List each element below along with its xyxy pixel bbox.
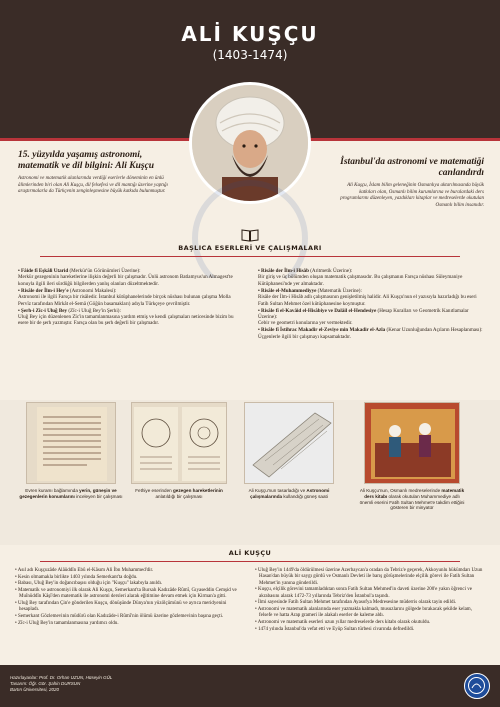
caption-sundial: Ali Kuşçu'nun tasarladığı ve Astronomi çalışmalarında kullandığı güneş saati bbox=[248, 488, 330, 499]
work-item: • Risâle el-Muhammediyye (Matematik Üzerine): Risâle der İlm-i Hisâb adlı çalışmasının genişletilmiş halidir. Ali Kuşçu'nun el yazısıyla hazırladığı bu eseri Fatih Sultan Mehmet özel kütüphanesine koymuştur. bbox=[258, 287, 477, 307]
biography-item: • Matematik ve astronomiyi ilk olarak Ali Kuşçu, Semerkant'ta Bursalı Kadızâde Rûmî, Gıyaseddin Cemşid ve Muînüddîn Kâşî'den matematik ile astronomi dersleri alarak eğitimine devam etmek için Kirman'a gitti. bbox=[15, 588, 237, 600]
biography-item: • Babası, Uluğ Bey'in doğancıbaşısı olduğu için "Kuşçu" lakabıyla anıldı. bbox=[15, 581, 163, 587]
sundial-image bbox=[244, 402, 334, 484]
left-intro-body: Astronomi ve matematik alanlarında verdiği eserlerle döneminin en ünlü âlimlerinden biri olan Ali Kuşçu, dil felsefesi ve dil mantığı üzerine yaptığı araştırmalarla da Türkçenin zenginleşmesine büyük katkıda bulunmuştur. bbox=[18, 176, 168, 194]
book-icon bbox=[241, 228, 259, 242]
header-banner bbox=[0, 0, 500, 82]
biography-right-column bbox=[254, 568, 486, 633]
caption-miniature: Ali Kuşçu'nun, Osmanlı medreselerinde matematik ders kitabı olarak okutulan Muhammediye adlı önemli eserini Fatih Sultan Mehmet'e takdim ettiğini gösteren bir minyatür bbox=[359, 488, 465, 511]
right-intro-title: İstanbul'da astronomi ve matematiği canlandırdı bbox=[340, 157, 484, 178]
work-item: • Şerh-i Zîc-i Uluğ Bey (Zîc-i Uluğ Bey'in Şerhi): Uluğ Bey için düzenlenen Zîc'in tamamlanmasına yardım etmiş ve kendi çalışmaları neticesinde bizim bu esere bir de şerh yazmıştır. Farsça olan bu şerh değerli bir çalışmadır. bbox=[18, 307, 234, 327]
biography-item: • Uluğ Bey tarafından Çin'e gönderilen Kuşçu, dönüşünde Dünya'nın yüzölçümünü ve ayrıca meridyenini hesapladı. bbox=[15, 601, 227, 613]
caption-cosmology: Evren kuramı bağlamında yerin, güneşin ve gezegenlerin konumlarını inceleyen bir çalışması bbox=[19, 488, 123, 499]
biography-item: • 1474 yılında İstanbul'da vefat etti ve Eyüp Sultan türbesi civarında defnedildi. bbox=[255, 626, 415, 632]
works-heading: BAŞLICA ESERLERİ VE ÇALIŞMALARI bbox=[178, 244, 322, 252]
university-logo-icon bbox=[464, 673, 490, 699]
page-subtitle-years: (1403-1474) bbox=[212, 48, 288, 62]
credit-design: Tasarım: Öğr. Gör. Şahin DURSUN bbox=[10, 681, 81, 686]
credit-authors: Hazırlayanlar: Prof. Dr. Orhan UZUN, Hüseyin GÜL bbox=[10, 675, 113, 680]
biography-divider bbox=[40, 561, 460, 562]
biography-item: • Semerkant Gözlemevinin müdürü olan Kadızâde-i Rûmî'nin ölümü üzerine gözlemevinin başına geçti. bbox=[15, 614, 224, 620]
biography-item: • Uluğ Bey'in 1449'da öldürülmesi üzerine Azerbaycan'a oradan da Tebriz'e geçerek, Akkoyunlu hükümdarı Uzun Hasan'dan büyük bir saygı gördü ve Osmanlı Devleti ile barış görüşmelerinde elçilik görevi ile Fatih Sultan Mehmet'in yanına gönderildi. bbox=[255, 568, 483, 586]
works-divider bbox=[40, 256, 460, 257]
right-intro-body: Ali Kuşçu, İslam bilim geleneğinin Osmanlıya aktarılmasında büyük katkıları olan, Osmanlı bilim kurumlarına ve buralardaki ders programlarını düzenleyen, yazdıkları kitaplar ve medreselerde okutulan Osmanlı bilim insanıdır. bbox=[340, 183, 484, 208]
credit-institution: Bartın Üniversitesi, 2020 bbox=[10, 687, 60, 692]
biography-item: • Astronomi ve matematik eserleri uzun yıllar medreselerde ders kitabı olarak okutuldu. bbox=[255, 619, 431, 625]
manuscript-cosmology-image bbox=[26, 402, 116, 484]
caption-planets: Fethiye eserinden gezegen hareketlerinin anlatıldığı bir çalışması bbox=[135, 488, 223, 499]
biography-item: • Kesin olmamakla birlikte 1403 yılında Semerkant'ta doğdu. bbox=[15, 574, 138, 580]
biography-item: • İlmi sayesinde Fatih Sultan Mehmet tarafından Ayasofya Medresesine müderris olarak tayin edildi. bbox=[255, 600, 457, 606]
works-right-column bbox=[258, 268, 484, 341]
work-item: • Risâle fî İstihrac Makadir el-Zeviye min Makadir el-Azla (Kenar Uzunluğundan Açıların Hesaplanması): Üçgenlerle ilgili bir çalışmayı kapsamaktadır. bbox=[258, 327, 483, 340]
work-item: • Risâle der İlm-i Hey'e (Astronomi Makalesi): Astronomi ile ilgili Farsça bir risâledir. İstanbul kütüphanelerinde birçok nüshası bulunan çalışma Molla Pervîz tarafından Mirkât el-Semâ (Göğün basamakları) adıyla Türkçeye çevrilmiştir. bbox=[18, 287, 231, 307]
miniature-painting-image bbox=[364, 402, 460, 484]
work-item: • Risâle fî el-Kavâid el-Hisâbiye ve Dalâil el-Hendesiye (Hesap Kuralları ve Geometrik Kanıtlamalar Üzerine): Cebir ve geometri konularına yer vermektedir. bbox=[258, 307, 469, 327]
biography-item: • Kuşçu, elçilik görevini tamamladıktan sonra Fatih Sultan Mehmed'in daveti üzerine 200'e yakın öğrenci ve akrabasını alarak 1472-73 yıllarında Tebriz'den İstanbul'a taşındı. bbox=[255, 587, 472, 599]
biography-item: • Astronomi ve matematik alanlarında eser yazmakla kalmadı, musuzlarını gölgede bırakacak şekilde kelam, felsefe ve hatta Arap grameri ile alakalı eserler de kaleme aldı. bbox=[255, 606, 472, 619]
manuscript-planets-image bbox=[131, 402, 227, 484]
page-title: ALİ KUŞÇU bbox=[181, 22, 319, 46]
biography-item: • Asıl adı Kuşçuzâde Alâüddîn Ebû el-Kâsım Ali İbn Muhammed'dir. bbox=[15, 568, 154, 573]
credits bbox=[10, 675, 112, 693]
work-item: • Fâide fî Eşkâli Utarid (Merkür'ün Görünümleri Üzerine): Merkür gezegeninin hareketlerine ilişkin değerli bir çalışmadır. Ünlü astronom Batlamyus'un Almagest'te konuyla ilgili ileri sürdüğü bilgilerden yanlış olanları düzeltmektedir. bbox=[18, 268, 233, 287]
work-item: • Risâle der İlm-i Hisâb (Aritmetik Üzerine): Bir giriş ve üç bölümden oluşan matematik çalışmasıdır. Bu çalışmanın Farsça nüshası Süleymaniye Kütüphanesi'nde yer almaktadır. bbox=[258, 268, 463, 287]
left-intro-title: 15. yüzyılda yaşamış astronomi, matematik ve dil bilgini: Ali Kuşçu bbox=[18, 150, 155, 171]
biography-left-column bbox=[14, 568, 242, 627]
works-left-column bbox=[18, 268, 240, 327]
biography-heading: ALİ KUŞÇU bbox=[228, 549, 272, 557]
biography-item: • Zîc-i Uluğ Bey'in tamamlanmasına yardımcı oldu. bbox=[15, 620, 119, 626]
